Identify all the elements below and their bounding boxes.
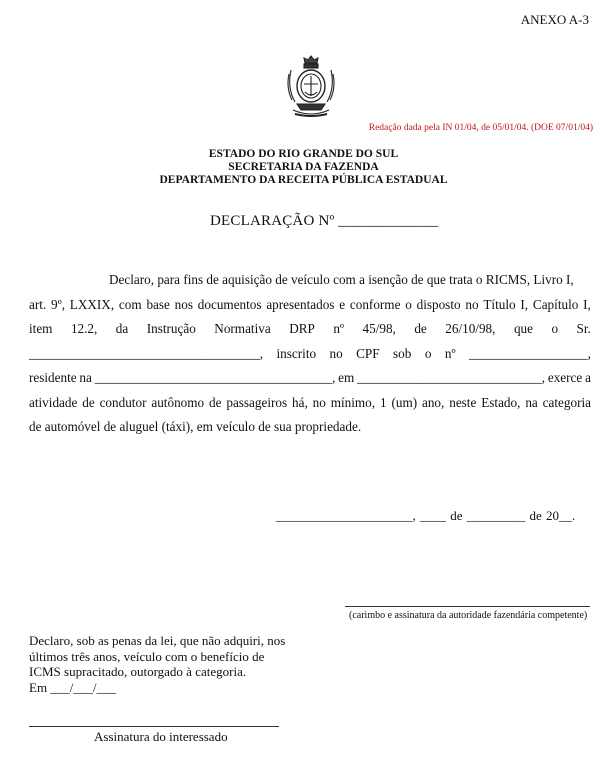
body-word: em [338,370,355,385]
body-line [29,366,591,391]
body-word: Normativa [214,321,271,336]
body-word: apresentados [266,296,335,312]
date-line: _____________________, ____ de _________ de 20__. [276,508,576,523]
body-word: e [339,296,346,312]
header-state: ESTADO DO RIO GRANDE DO SUL [208,148,399,160]
body-word: exerce [547,370,583,385]
authority-signature-line [345,606,590,607]
body-word: 9º, [51,296,65,312]
no-acquisition-declaration [29,633,319,695]
body-word: Capítulo [532,296,579,312]
body-word: de [414,321,427,336]
body-word: 26/10/98, [445,321,496,336]
declaration2-line: Declaro, sob as penas da lei, que não adquiri, nos [29,633,286,648]
body-word: ano, [421,394,445,410]
body-word: __________________, [468,345,591,361]
body-word: ____________________________, [357,370,546,385]
body-word: de [82,394,95,410]
declaration2-date: Em ___/___/___ [29,679,117,695]
declaration2-line: últimos três anos, veículo com o benefício de [29,648,265,664]
body-word: art. [29,296,47,312]
body-word: o [405,296,412,312]
authority-signature-caption: (carimbo e assinatura da autoridade fazendária competente) [349,610,588,621]
body-word: sob [393,345,412,361]
body-word: CPF [356,345,380,361]
body-word: Título [483,296,516,312]
interested-signature-line [29,726,279,727]
rio-grande-do-sul-coat-of-arms-icon [283,54,339,118]
body-word: há, [292,394,308,410]
body-word: ___________________________________, [29,345,264,361]
body-word: o [424,345,432,361]
body-word: na [79,370,92,385]
body-word: documentos [197,296,262,312]
body-word: inscrito [276,345,317,361]
body-word: no [465,296,479,312]
body-word: que [513,321,533,336]
body-word: condutor [99,394,147,410]
body-word: categoria [542,394,591,410]
body-line [29,342,591,367]
body-word: na [525,394,538,410]
header-secretariat: SECRETARIA DA FAZENDA [228,161,379,173]
body-word: Declaro, para fins de aquisição de veículo com a isenção de que trata o RICMS, Livro I, [109,272,574,287]
body-word: da [115,321,129,336]
body-word: LXXIX, [69,296,115,312]
body-word: disposto [416,296,461,312]
body-word: autônomo [151,394,205,410]
body-word: 45/98, [362,321,396,336]
body-line [29,391,591,416]
body-word: item [29,321,53,336]
header-department: DEPARTAMENTO DA RECEITA PÚBLICA ESTADUAL [159,174,448,186]
body-word: no [329,345,343,361]
body-word: neste [449,394,477,410]
body-word: conforme [349,296,401,312]
body-word: (um) [391,394,418,410]
declaration2-line: ICMS supracitado, outorgado à categoria. [29,664,247,679]
body-word: atividade [29,394,78,410]
body-line [29,293,591,318]
body-word: I, [583,296,591,312]
body-word: I, [520,296,529,312]
body-word: ____________________________________, [94,370,336,385]
body-word: Sr. [576,321,591,336]
body-word: 1 [379,394,387,410]
redaction-note: Redação dada pela IN 01/04, de 05/01/04. (DOE 07/01/04) [368,123,593,133]
declaration-body [29,268,591,440]
declaration-title: DECLARAÇÃO Nº _____________ [210,213,439,229]
body-word: o [551,321,559,336]
body-word: Instrução [146,321,196,336]
body-word: de [209,394,222,410]
body-line [29,268,591,293]
body-word: com [118,296,142,312]
document-header [0,148,607,187]
body-word: residente [29,370,77,385]
body-word: de automóvel de aluguel (táxi), em veículo de sua propriedade. [29,419,362,434]
body-word: DRP [289,321,315,336]
interested-signature-caption: Assinatura do interessado [94,729,228,744]
body-word: mínimo, [330,394,376,410]
annex-label: ANEXO A-3 [520,12,589,27]
body-word: passageiros [226,394,288,410]
body-line [29,317,591,342]
body-word: nos [174,296,193,312]
body-word: nº [333,321,345,336]
body-word: 12.2, [70,321,98,336]
body-word: nº [444,345,456,361]
body-word: Estado, [481,394,521,410]
body-word: a [585,370,591,385]
body-word: no [312,394,326,410]
body-word: base [146,296,170,312]
body-line [29,415,591,440]
